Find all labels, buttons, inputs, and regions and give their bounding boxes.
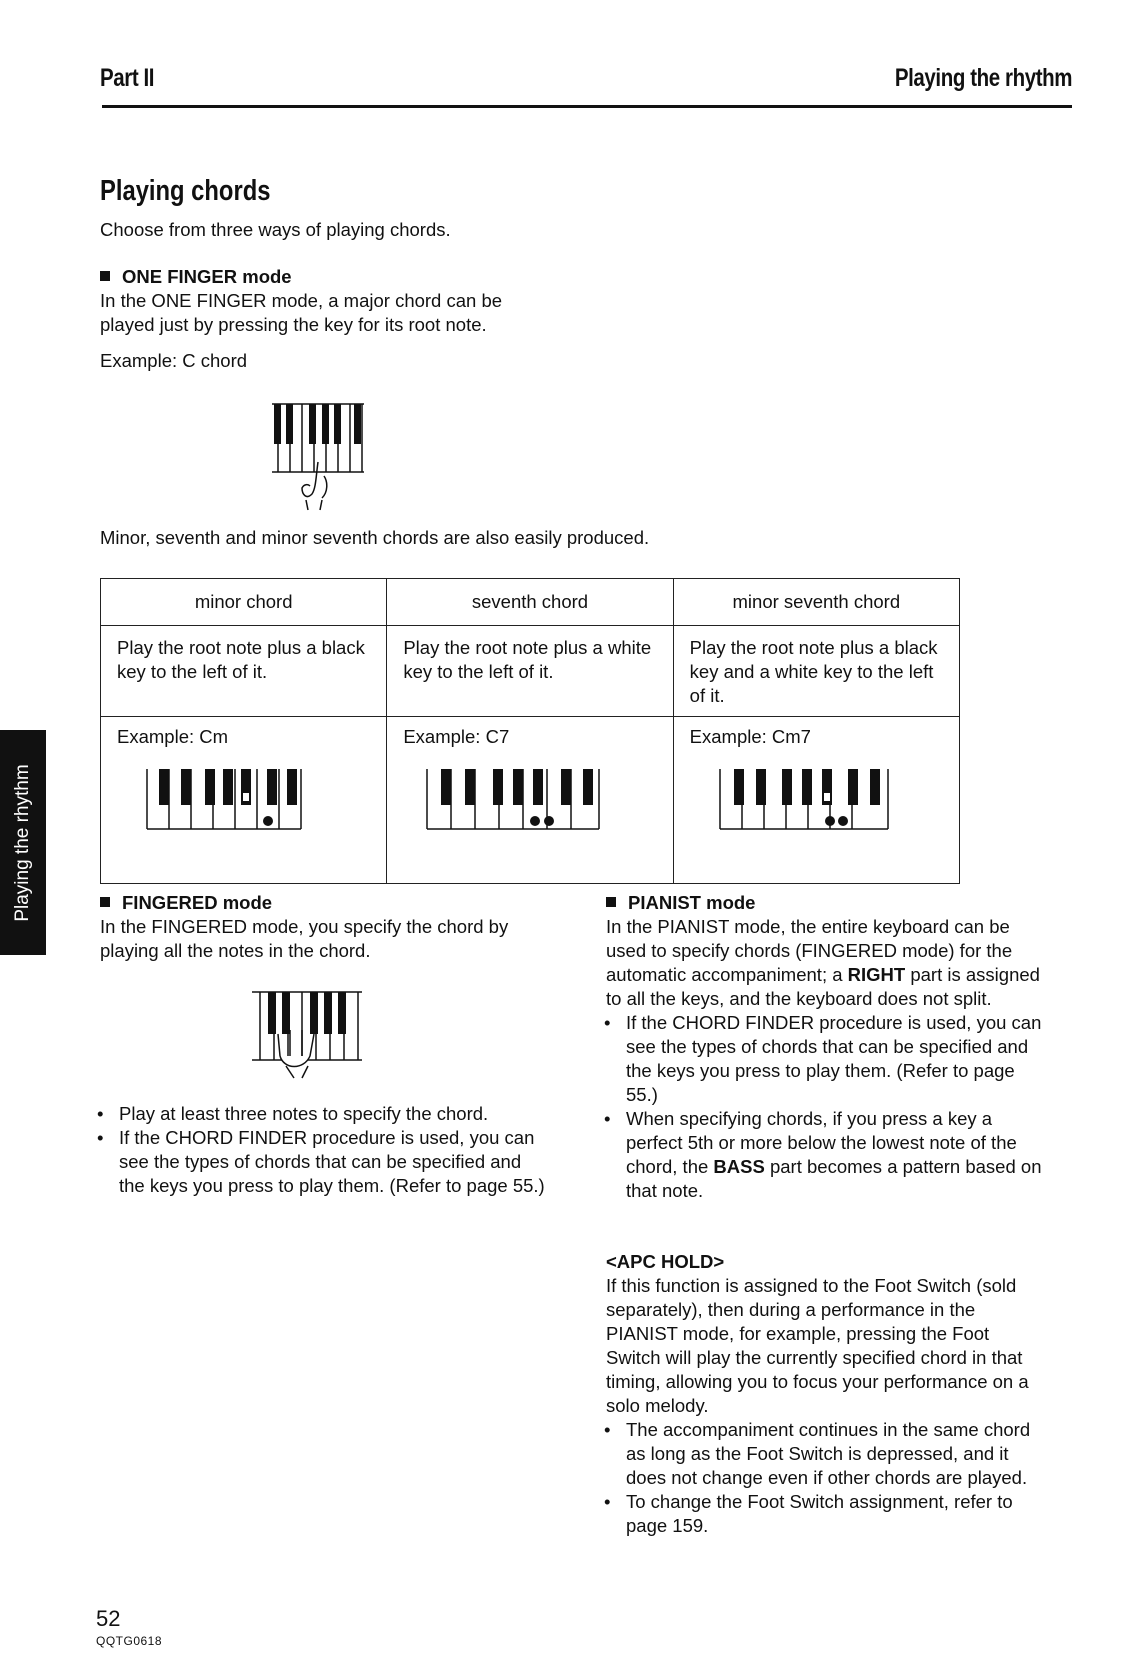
one-finger-example: Example: C chord (100, 350, 248, 371)
fingered-section (100, 891, 550, 963)
section-label: Playing the rhythm (894, 64, 1072, 92)
fingered-heading: FINGERED mode (100, 891, 550, 915)
list-item: • To change the Foot Switch assignment, refer to page 159. (604, 1491, 1013, 1536)
pressed-key-dot-1 (530, 816, 540, 826)
cm7-keyboard-diagram (690, 767, 890, 831)
square-bullet-icon (100, 897, 110, 907)
table-desc-seventh: Play the root note plus a white key to the left of it. (387, 626, 673, 717)
part-label: Part II (100, 64, 155, 92)
apc-hold-bullets (602, 1418, 1046, 1538)
pressed-key-dot-2 (838, 816, 848, 826)
pianist-heading: PIANIST mode (606, 891, 1046, 915)
table-desc-minor-seventh: Play the root note plus a black key and a white key to the left of it. (673, 626, 959, 717)
side-tab (0, 730, 46, 955)
list-item: • If the CHORD FINDER procedure is used, you can see the types of chords that can be specified and the keys you press to play them. (Refer to page 55.) (604, 1012, 1042, 1105)
one-finger-keyboard-illustration (272, 402, 372, 512)
intro-text: Choose from three ways of playing chords. (100, 219, 451, 240)
fingered-keyboard-illustration (250, 990, 370, 1080)
table-desc-minor: Play the root note plus a black key to the left of it. (101, 626, 387, 717)
pianist-section (606, 891, 1046, 1203)
one-finger-text: In the ONE FINGER mode, a major chord can be played just by pressing the key for its root note. (100, 290, 503, 335)
chord-table (100, 578, 960, 884)
apc-hold-section (606, 1250, 1046, 1538)
example-label-c7: Example: C7 (403, 726, 510, 747)
fingered-bullets (95, 1102, 551, 1198)
list-item: • If the CHORD FINDER procedure is used, you can see the types of chords that can be specified and the keys you press to play them. (Refer to page 55.) (97, 1127, 545, 1196)
square-bullet-icon (100, 271, 110, 281)
apc-hold-text: If this function is assigned to the Foot Switch (sold separately), then during a performance in the PIANIST mode, for example, pressing the Foot Switch will play the currently specified chord in that timing, allowing you to focus your performance on a solo melody. (606, 1275, 1029, 1416)
table-header-minor-seventh: minor seventh chord (673, 579, 959, 626)
table-header-seventh: seventh chord (387, 579, 673, 626)
example-label-cm: Example: Cm (117, 726, 229, 747)
side-tab-label: Playing the rhythm (12, 763, 33, 922)
apc-hold-heading: <APC HOLD> (606, 1251, 725, 1272)
example-label-cm7: Example: Cm7 (689, 726, 811, 747)
table-example-minor (101, 717, 387, 884)
header-rule (102, 105, 1072, 108)
page-title: Playing chords (100, 175, 271, 207)
page-number: 52 (96, 1606, 121, 1631)
c7-keyboard-diagram (403, 767, 603, 831)
pressed-black-key-dot (824, 793, 830, 801)
cm-keyboard-diagram (117, 767, 307, 831)
document-code: QQTG0618 (96, 1634, 163, 1648)
pressed-key-dot-2 (544, 816, 554, 826)
list-item: • Play at least three notes to specify the chord. (97, 1103, 489, 1124)
pianist-bullets (602, 1011, 1046, 1203)
pressed-key-dot (263, 816, 273, 826)
table-example-minor-seventh (673, 717, 959, 884)
pianist-text: In the PIANIST mode, the entire keyboard can be used to specify chords (FINGERED mode) for the automatic accompaniment; a RIGHT part is assigned to all the keys, and the keyboard does not split. (606, 916, 1040, 1009)
square-bullet-icon (606, 897, 616, 907)
minor-intro: Minor, seventh and minor seventh chords are also easily produced. (100, 527, 650, 548)
list-item: • When specifying chords, if you press a key a perfect 5th or more below the lowest note of the chord, the BASS part becomes a pattern based on that note. (604, 1108, 1042, 1201)
one-finger-heading: ONE FINGER mode (100, 265, 550, 289)
hand-icon (278, 1030, 314, 1078)
table-header-minor: minor chord (101, 579, 387, 626)
pressed-key-dot-1 (825, 816, 835, 826)
list-item: • The accompaniment continues in the same chord as long as the Foot Switch is depressed, and it does not change even if other chords are played. (604, 1419, 1031, 1488)
fingered-text: In the FINGERED mode, you specify the chord by playing all the notes in the chord. (100, 916, 509, 961)
table-example-seventh (387, 717, 673, 884)
one-finger-section (100, 265, 550, 373)
pressed-black-key-dot (243, 793, 249, 801)
